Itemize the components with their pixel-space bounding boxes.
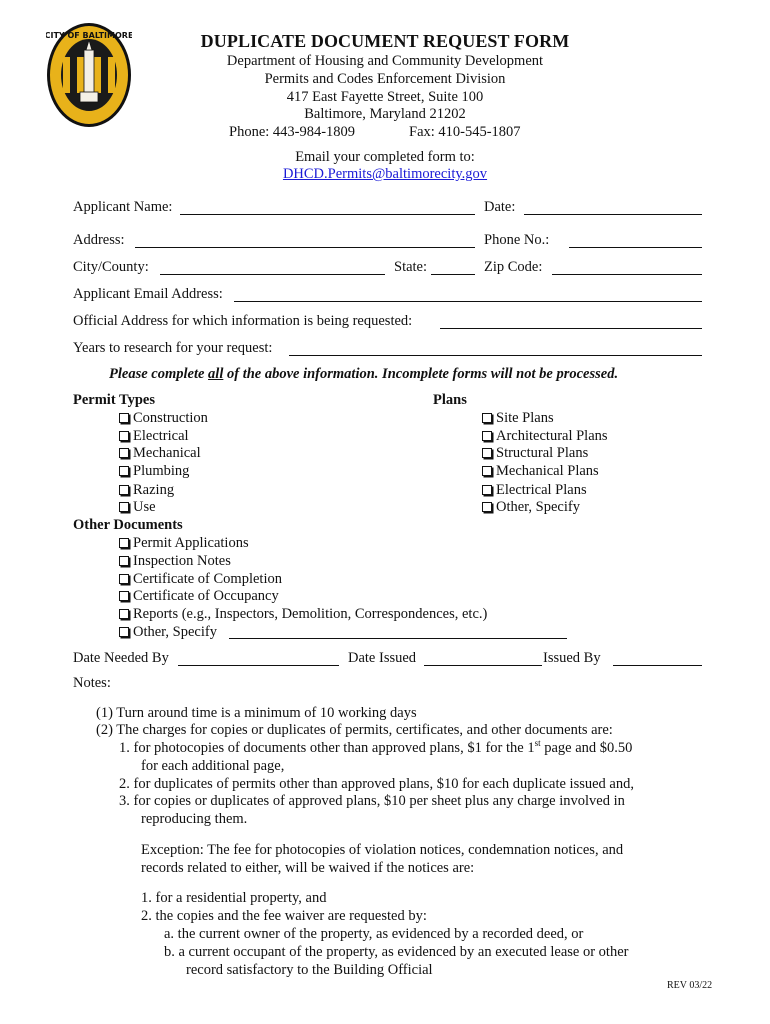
phone-no-label: Phone No.: [484, 232, 550, 248]
exception-item-b-cont: record satisfactory to the Building Official [186, 962, 433, 978]
note-1: (1) Turn around time is a minimum of 10 working days [96, 705, 417, 721]
checkbox-structural-plans[interactable]: Structural Plans [482, 445, 588, 462]
other-specify-field[interactable] [229, 638, 567, 639]
exception-line-2: records related to either, will be waived if the notices are: [141, 860, 475, 876]
checkbox-reports[interactable]: Reports (e.g., Inspectors, Demolition, Correspondences, etc.) [119, 606, 487, 623]
charge-2: 2. for duplicates of permits other than approved plans, $10 for each duplicate issued and, [119, 776, 634, 792]
address-field[interactable] [135, 247, 475, 248]
checkbox-site-plans[interactable]: Site Plans [482, 410, 554, 427]
exception-item-a: a. the current owner of the property, as evidenced by a recorded deed, or [164, 926, 584, 942]
checkbox-icon [482, 448, 492, 458]
zip-field[interactable] [552, 274, 702, 275]
applicant-name-label: Applicant Name: [73, 199, 173, 215]
department: Department of Housing and Community Development [226, 53, 544, 69]
exception-line-1: Exception: The fee for photocopies of violation notices, condemnation notices, and [141, 842, 624, 858]
checkbox-icon [119, 591, 129, 601]
phone-no-field[interactable] [569, 247, 702, 248]
date-issued-field[interactable] [424, 665, 542, 666]
checkbox-icon [119, 502, 129, 512]
fax: Fax: 410-545-1807 [409, 124, 521, 140]
date-label: Date: [484, 199, 516, 215]
exception-item-b: b. a current occupant of the property, as evidenced by an executed lease or other [164, 944, 629, 960]
checkbox-icon [482, 485, 492, 495]
official-address-field[interactable] [440, 328, 702, 329]
seal-text: CITY OF BALTIMORE [46, 31, 132, 40]
checkbox-icon [119, 538, 129, 548]
checkbox-mechanical-plans[interactable]: Mechanical Plans [482, 463, 599, 480]
address-label: Address: [73, 232, 125, 248]
completion-warning: Please complete all of the above information. Incomplete forms will not be processed. [109, 366, 619, 382]
checkbox-icon [119, 448, 129, 458]
checkbox-icon [482, 466, 492, 476]
email-label: Applicant Email Address: [73, 286, 223, 302]
checkbox-razing[interactable]: Razing [119, 482, 174, 499]
charge-1: 1. for photocopies of documents other than approved plans, $1 for the 1st page and $0.50 [119, 738, 633, 756]
checkbox-certificate-occupancy[interactable]: Certificate of Occupancy [119, 588, 279, 605]
checkbox-mechanical[interactable]: Mechanical [119, 445, 201, 462]
checkbox-icon [119, 466, 129, 476]
years-field[interactable] [289, 355, 702, 356]
street-address: 417 East Fayette Street, Suite 100 [286, 89, 484, 105]
charge-3: 3. for copies or duplicates of approved plans, $10 per sheet plus any charge involved in [119, 793, 625, 809]
checkbox-plumbing[interactable]: Plumbing [119, 463, 189, 480]
date-needed-label: Date Needed By [73, 650, 169, 666]
checkbox-electrical-plans[interactable]: Electrical Plans [482, 482, 587, 499]
email-field[interactable] [234, 301, 702, 302]
email-prompt: Email your completed form to: [295, 149, 475, 165]
checkbox-icon [119, 556, 129, 566]
checkbox-other-documents[interactable]: Other, Specify [119, 624, 217, 641]
division: Permits and Codes Enforcement Division [264, 71, 506, 87]
phone: Phone: 443-984-1809 [229, 124, 356, 140]
other-documents-heading: Other Documents [73, 517, 183, 533]
checkbox-certificate-completion[interactable]: Certificate of Completion [119, 571, 282, 588]
charge-1-cont: for each additional page, [141, 758, 285, 774]
email-link[interactable]: DHCD.Permits@baltimorecity.gov [282, 166, 488, 182]
state-label: State: [394, 259, 428, 275]
date-issued-label: Date Issued [348, 650, 417, 666]
permit-types-heading: Permit Types [73, 392, 156, 408]
checkbox-icon [119, 574, 129, 584]
checkbox-icon [482, 502, 492, 512]
checkbox-permit-applications[interactable]: Permit Applications [119, 535, 249, 552]
city-county-label: City/County: [73, 259, 149, 275]
checkbox-icon [119, 627, 129, 637]
checkbox-icon [119, 609, 129, 619]
note-2: (2) The charges for copies or duplicates of permits, certificates, and other documents are: [96, 722, 613, 738]
checkbox-icon [482, 431, 492, 441]
date-field[interactable] [524, 214, 702, 215]
checkbox-construction[interactable]: Construction [119, 410, 208, 427]
city-address: Baltimore, Maryland 21202 [304, 106, 466, 122]
exception-item-2: 2. the copies and the fee waiver are requested by: [141, 908, 427, 924]
checkbox-icon [119, 413, 129, 423]
form-title: DUPLICATE DOCUMENT REQUEST FORM [200, 31, 570, 51]
zip-label: Zip Code: [484, 259, 543, 275]
checkbox-icon [119, 431, 129, 441]
checkbox-use[interactable]: Use [119, 499, 156, 516]
checkbox-other-plans[interactable]: Other, Specify [482, 499, 580, 516]
notes-label: Notes: [73, 675, 111, 691]
exception-item-1: 1. for a residential property, and [141, 890, 327, 906]
state-field[interactable] [431, 274, 475, 275]
applicant-name-field[interactable] [180, 214, 475, 215]
issued-by-label: Issued By [543, 650, 601, 666]
revision-label: REV 03/22 [667, 980, 713, 991]
checkbox-icon [119, 485, 129, 495]
checkbox-icon [482, 413, 492, 423]
years-label: Years to research for your request: [73, 340, 273, 356]
charge-3-cont: reproducing them. [141, 811, 248, 827]
issued-by-field[interactable] [613, 665, 702, 666]
official-address-label: Official Address for which information is being requested: [73, 313, 413, 329]
city-county-field[interactable] [160, 274, 385, 275]
plans-heading: Plans [433, 392, 467, 408]
checkbox-architectural-plans[interactable]: Architectural Plans [482, 428, 608, 445]
checkbox-inspection-notes[interactable]: Inspection Notes [119, 553, 231, 570]
date-needed-field[interactable] [178, 665, 339, 666]
checkbox-electrical[interactable]: Electrical [119, 428, 189, 445]
